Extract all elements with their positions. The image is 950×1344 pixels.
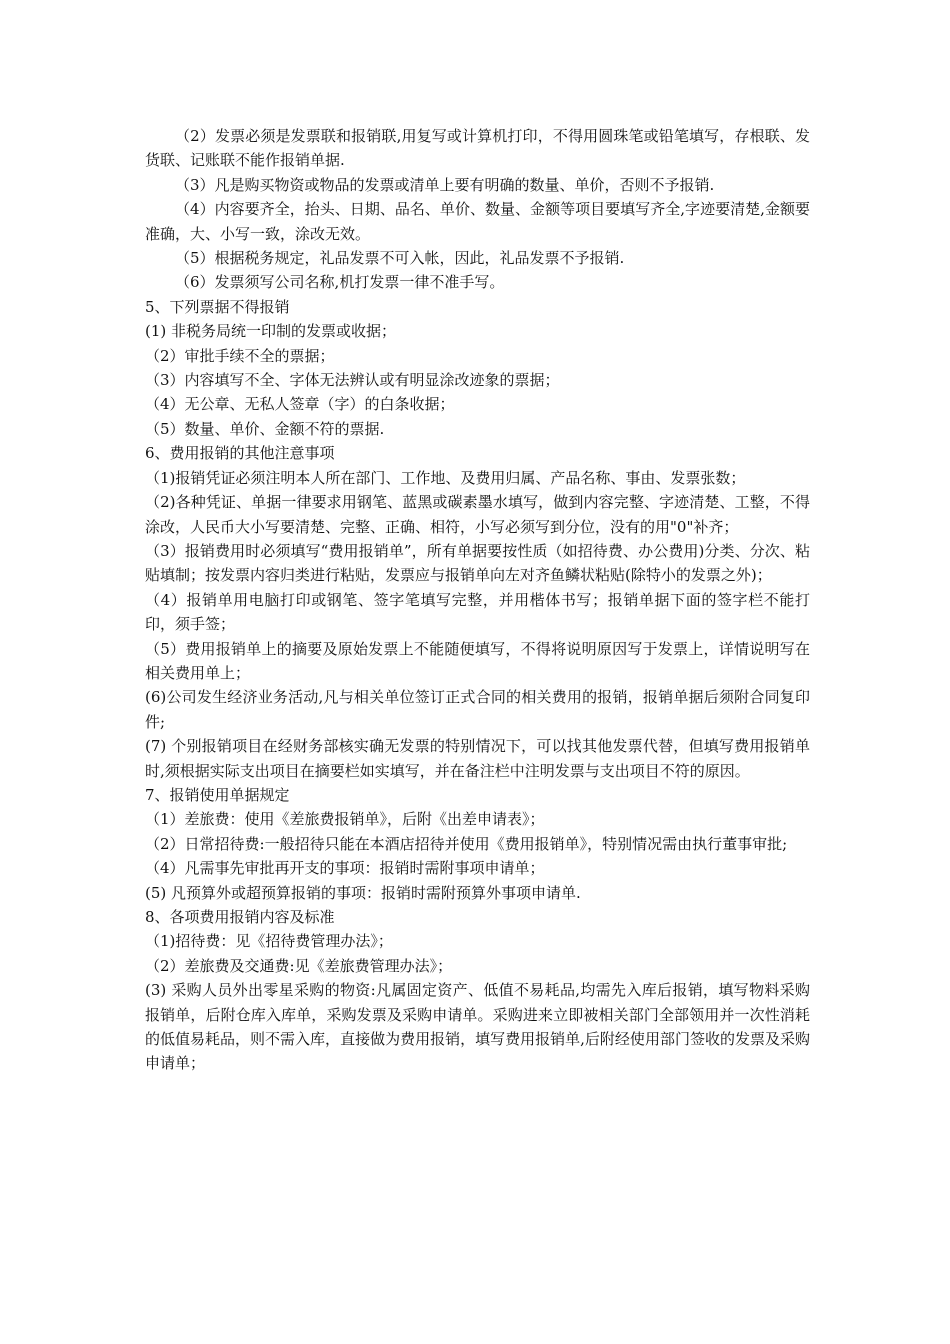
list-item: （3）报销费用时必须填写“费用报销单”，所有单据要按性质（如招待费、办公费用)分类、分次、粘贴填制；按发票内容归类进行粘贴，发票应与报销单向左对齐鱼鳞状粘贴(除特小的发票之外)； bbox=[145, 541, 810, 585]
list-item: (3) 采购人员外出零星采购的物资:凡属固定资产、低值不易耗品,均需先入库后报销，填写物料采购报销单，后附仓库入库单，采购发票及采购申请单。采购进来立即被相关部门全部领用并一次性消耗的低值易耗品，则不需入库，直接做为费用报销，填写费用报销单,后附经使用部门签收的发票及采购申请单； bbox=[145, 981, 810, 1073]
paragraph: （3）凡是购买物资或物品的发票或清单上要有明确的数量、单价，否则不予报销. bbox=[175, 175, 715, 194]
paragraph: （4）内容要齐全，抬头、日期、品名、单价、数量、金额等项目要填写齐全,字迹要清楚,金额要准确，大、小写一致，涂改无效。 bbox=[145, 200, 810, 243]
section-heading: 8、各项费用报销内容及标准 bbox=[145, 908, 335, 926]
list-item: （1)报销凭证必须注明本人所在部门、工作地、及费用归属、产品名称、事由、发票张数； bbox=[145, 468, 746, 487]
list-item: (6)公司发生经济业务活动,凡与相关单位签订正式合同的相关费用的报销，报销单据后须附合同复印件; bbox=[145, 688, 810, 731]
list-item: （5）数量、单价、金额不符的票据. bbox=[145, 419, 385, 438]
list-item: （2）差旅费及交通费:见《差旅费管理办法》； bbox=[145, 956, 453, 975]
list-item: （2）审批手续不全的票据； bbox=[145, 346, 335, 365]
list-item: （4）凡需事先审批再开支的事项：报销时需附事项申请单； bbox=[145, 859, 545, 878]
section-heading: 5、下列票据不得报销 bbox=[145, 297, 290, 316]
section-heading: 7、报销使用单据规定 bbox=[145, 785, 290, 804]
paragraph: （2）发票必须是发票联和报销联,用复写或计算机打印，不得用圆珠笔或铅笔填写，存根联、发货联、记账联不能作报销单据. bbox=[145, 127, 810, 170]
document-body bbox=[145, 124, 810, 1076]
list-item: (5) 凡预算外或超预算报销的事项：报销时需附预算外事项申请单. bbox=[145, 883, 581, 902]
list-item: (7) 个别报销项目在经财务部核实确无发票的特别情况下，可以找其他发票代替，但填写费用报销单时,须根据实际支出项目在摘要栏如实填写，并在备注栏中注明发票与支出项目不符的原因。 bbox=[145, 737, 810, 780]
list-item: （1)招待费：见《招待费管理办法》； bbox=[145, 932, 393, 951]
list-item: (1) 非税务局统一印制的发票或收据； bbox=[145, 322, 397, 341]
section-heading: 6、费用报销的其他注意事项 bbox=[145, 444, 335, 463]
paragraph: （5）根据税务规定，礼品发票不可入帐，因此，礼品发票不予报销. bbox=[175, 249, 625, 268]
list-item: （4）报销单用电脑打印或钢笔、签字笔填写完整，并用楷体书写；报销单据下面的签字栏不能打印，须手签； bbox=[145, 590, 810, 634]
list-item: （2)各种凭证、单据一律要求用钢笔、蓝黑或碳素墨水填写，做到内容完整、字迹清楚、工整，不得涂改，人民币大小写要清楚、完整、正确、相符，小写必须写到分位，没有的用"0"补齐； bbox=[145, 493, 810, 536]
list-item: （4）无公章、无私人签章（字）的白条收据； bbox=[145, 395, 455, 414]
list-item: （2）日常招待费:一般招待只能在本酒店招待并使用《费用报销单》，特别情况需由执行董事审批; bbox=[145, 834, 788, 853]
list-item: （5）费用报销单上的摘要及原始发票上不能随便填写，不得将说明原因写于发票上，详情说明写在相关费用单上； bbox=[145, 639, 810, 682]
list-item: （1）差旅费：使用《差旅费报销单》，后附《出差申请表》； bbox=[145, 810, 545, 829]
paragraph: （6）发票须写公司名称,机打发票一律不准手写。 bbox=[175, 273, 505, 292]
list-item: （3）内容填写不全、字体无法辨认或有明显涂改迹象的票据； bbox=[145, 371, 560, 390]
